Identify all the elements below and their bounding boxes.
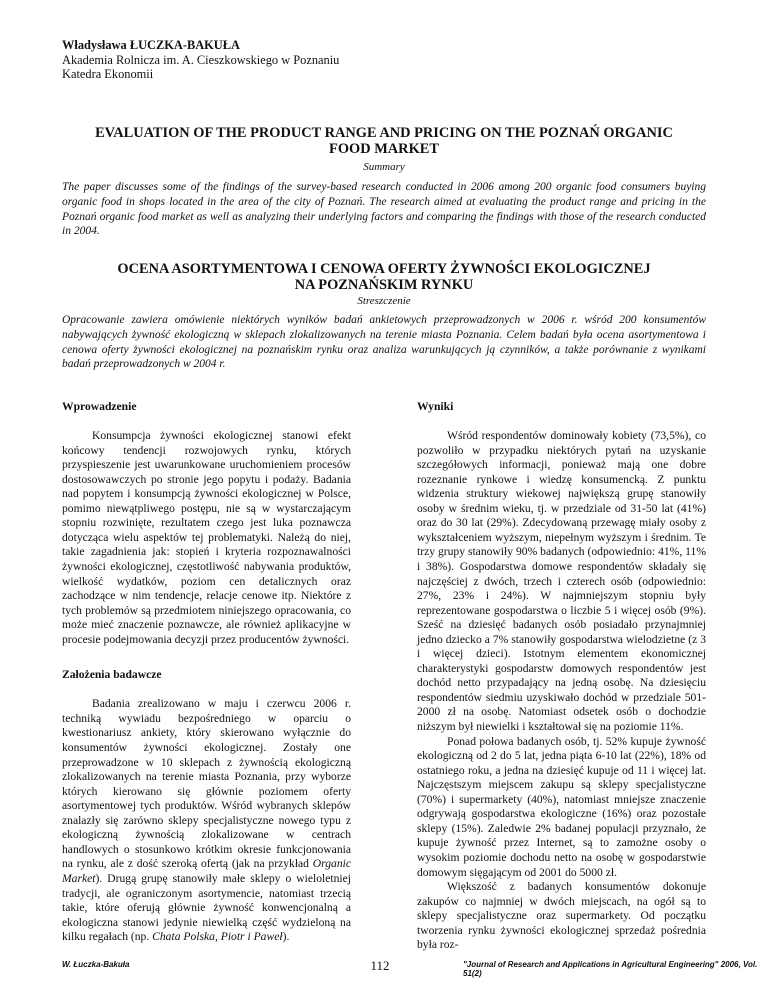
footer-author: W. Łuczka-Bakuła (62, 960, 130, 969)
english-summary-text: The paper discusses some of the findings of the survey-based research conducted in 2006 among 200 organic food consumers buying organic food in shops located in the area of the city of Poznań. The research aimed at evaluating the product range and pricing in the Poznań organic food market as well as analyzing their underlying factors and comparing the findings with those of the research conducted in 2004. (62, 181, 706, 238)
author-name: Władysława ŁUCZKA-BAKUŁA (62, 38, 240, 52)
method-italic-shop-names: Chata Polska, Piotr i Paweł (152, 930, 283, 944)
english-title-line-1: EVALUATION OF THE PRODUCT RANGE AND PRICING ON THE POZNAŃ ORGANIC (95, 125, 673, 141)
method-text-part-1: Badania zrealizowano w maju i czerwcu 2006 r. techniką wywiadu bezpośredniego w oparciu o kwestionariusz ankiety, który skierowano wyłącznie do konsumentów żywności ekologicznej. Zostały one przeprowadzone w 10 sklepach z żywnością ekologiczną zlokalizowanych na terenie miasta Poznania, przy wyborze których kierowano się głównie poziomem oferty asortymentowej tych produktów. Wśród wybranych sklepów znalazły się zarówno sklepy specjalistyczne nowego typu z ekologiczną żywnością zlokalizowane w centrach handlowych o stosunkowo krótkim okresie funkcjonowania na rynku, ale z dość szeroką ofertą (jak na przykład (62, 697, 351, 871)
polish-title (62, 261, 706, 294)
method-text-part-2: ). Drugą grupę stanowiły małe sklepy o wieloletniej tradycji, ale ograniczonym asortymencie, natomiast trzecią takie, które oferują głównie żywność konwencjonalną a ekologiczna stanowi jedynie niewielką część wydzieloną na kilku regałach (np. (62, 871, 351, 944)
polish-summary-heading: Streszczenie (357, 295, 411, 307)
english-summary-heading: Summary (363, 161, 405, 173)
method-italic-organic-market: Organic Market (62, 857, 351, 885)
polish-title-line-2: NA POZNAŃSKIM RYNKU (294, 277, 474, 294)
results-paragraph-2: Ponad połowa badanych osób, tj. 52% kupuje żywność ekologiczną od 2 do 5 lat, jedna piąta 6-10 lat (22%), 18% od ostatniego roku, a jedna na dziesięć kupuje od 11 i więcej lat. Najczęstszym miejscem zakupu są sklepy specjalistyczne (70%) i supermarkety (40%), natomiast mniejsze znaczenie odgrywają gospodarstwa ekologiczne (16%) oraz pozostałe sklepy (15%). Zaledwie 2% badanej populacji przyznało, że kupuje żywność przez Internet, są to zamożne osoby o wysokim poziomie dochodu netto na osobę w gospodarstwie domowym sięgającym od 2001 do 5000 zł. (417, 734, 706, 879)
english-title-line-2: FOOD MARKET (329, 141, 439, 158)
research-assumptions-heading: Założenia badawcze (62, 668, 162, 682)
english-title (62, 125, 706, 158)
introduction-heading: Wprowadzenie (62, 400, 137, 413)
results-paragraph-1: Wśród respondentów dominowały kobiety (73,5%), co pozwoliło w przypadku niektórych pytań na uzyskanie szczegółowych informacji, ponieważ mają one dobre rozeznanie rynkowe i wiedzę konsumencką. Z punktu widzenia struktury wiekowej największą grupę stanowiły osoby w średnim wieku, tj. w przedziale od 31-50 lat (41%) oraz do 30 lat (29%). Zdecydowaną przewagę miały osoby z wykształceniem wyższym, niepełnym wyższym i średnim. Te trzy grupy stanowiły 90% badanych (odpowiednio: 41%, 11% i 38%). Gospodarstwa domowe respondentów składały się najczęściej z dwóch, trzech i czterech osób (odpowiednio: 27%, 23% i 24%). W najmniejszym stopniu były reprezentowane gospodarstwa o liczbie 5 i więcej osób (9%). Sześć na dziesięć badanych osób posiadało przynajmniej jedno dziecko a 7% stanowiły gospodarstwa wielodzietne (z 3 i więcej dzieci). Istotnym elementem ekonomicznej charakterystyki gospodarstw domowych respondentów jest dochód netto przypadający na jedną osobę. Na dziesięciu respondentów siedmiu uzyskiwało dochód w przedziale 501-2000 zł na osobę. Natomiast odsetek osób o dochodzie niższym był niewielki i kształtował się na poziomie 11%. (417, 429, 706, 734)
left-column (62, 400, 351, 945)
affiliation-university: Akademia Rolnicza im. A. Cieszkowskiego w Poznaniu (62, 52, 340, 67)
polish-title-line-1: OCENA ASORTYMENTOWA I CENOWA OFERTY ŻYWNOŚCI EKOLOGICZNEJ (117, 261, 651, 277)
footer-journal: "Journal of Research and Applications in Agricultural Engineering" 2006, Vol. 51(2) (463, 960, 758, 978)
research-assumptions-paragraph (62, 697, 351, 944)
page-number: 112 (370, 958, 390, 973)
author-block (62, 38, 339, 82)
results-heading: Wyniki (417, 400, 454, 413)
results-paragraph-3: Większość z badanych konsumentów dokonuje zakupów co najmniej w dwóch miejscach, na ogół są to sklepy specjalistyczne oraz supermarkety. Od początku tworzenia rynku żywności ekologicznej sprzedaż pośrednia była roz- (417, 880, 706, 952)
affiliation-department: Katedra Ekonomii (62, 67, 154, 82)
method-text-part-3: ). (282, 930, 290, 944)
right-column (417, 400, 706, 953)
introduction-paragraph: Konsumpcja żywności ekologicznej stanowi efekt końcowy tendencji rozwojowych rynku, których przyspieszenie jest uwarunkowane uruchomieniem procesów dostosowawczych po stronie jego popytu i podaży. Badania nad popytem i konsumpcją żywności ekologicznej w Polsce, pomimo niewątpliwego postępu, nie są w wystarczającym stopniu rozwinięte, rezultatem czego jest luka poznawcza dotycząca wielu aspektów tej problematyki. Należą do niej, takie zagadnienia jak: stopień i kryteria rozpoznawalności żywności ekologicznej, częstotliwość nabywania produktów, wielkość wydatków, poziom cen detalicznych oraz zachodzące w nim tendencje, relacje cenowe itp. Niektóre z tych problemów są przedmiotem niniejszego opracowania, co może mieć znaczenie poznawcze, ale również aplikacyjne w procesie podejmowania decyzji przez producentów żywności. (62, 429, 351, 646)
polish-summary-text: Opracowanie zawiera omówienie niektórych wyników badań ankietowych przeprowadzonych w 2006 r. wśród 200 konsumentów nabywających żywność ekologiczną w sklepach zlokalizowanych na terenie miasta Poznania. Celem badań była ocena asortymentowa i cenowa oferty żywności ekologicznej na poznańskim rynku oraz analiza warunkujących ją czynników, a także porównanie z wynikami badań przeprowadzonych w 2004 r. (62, 314, 706, 371)
